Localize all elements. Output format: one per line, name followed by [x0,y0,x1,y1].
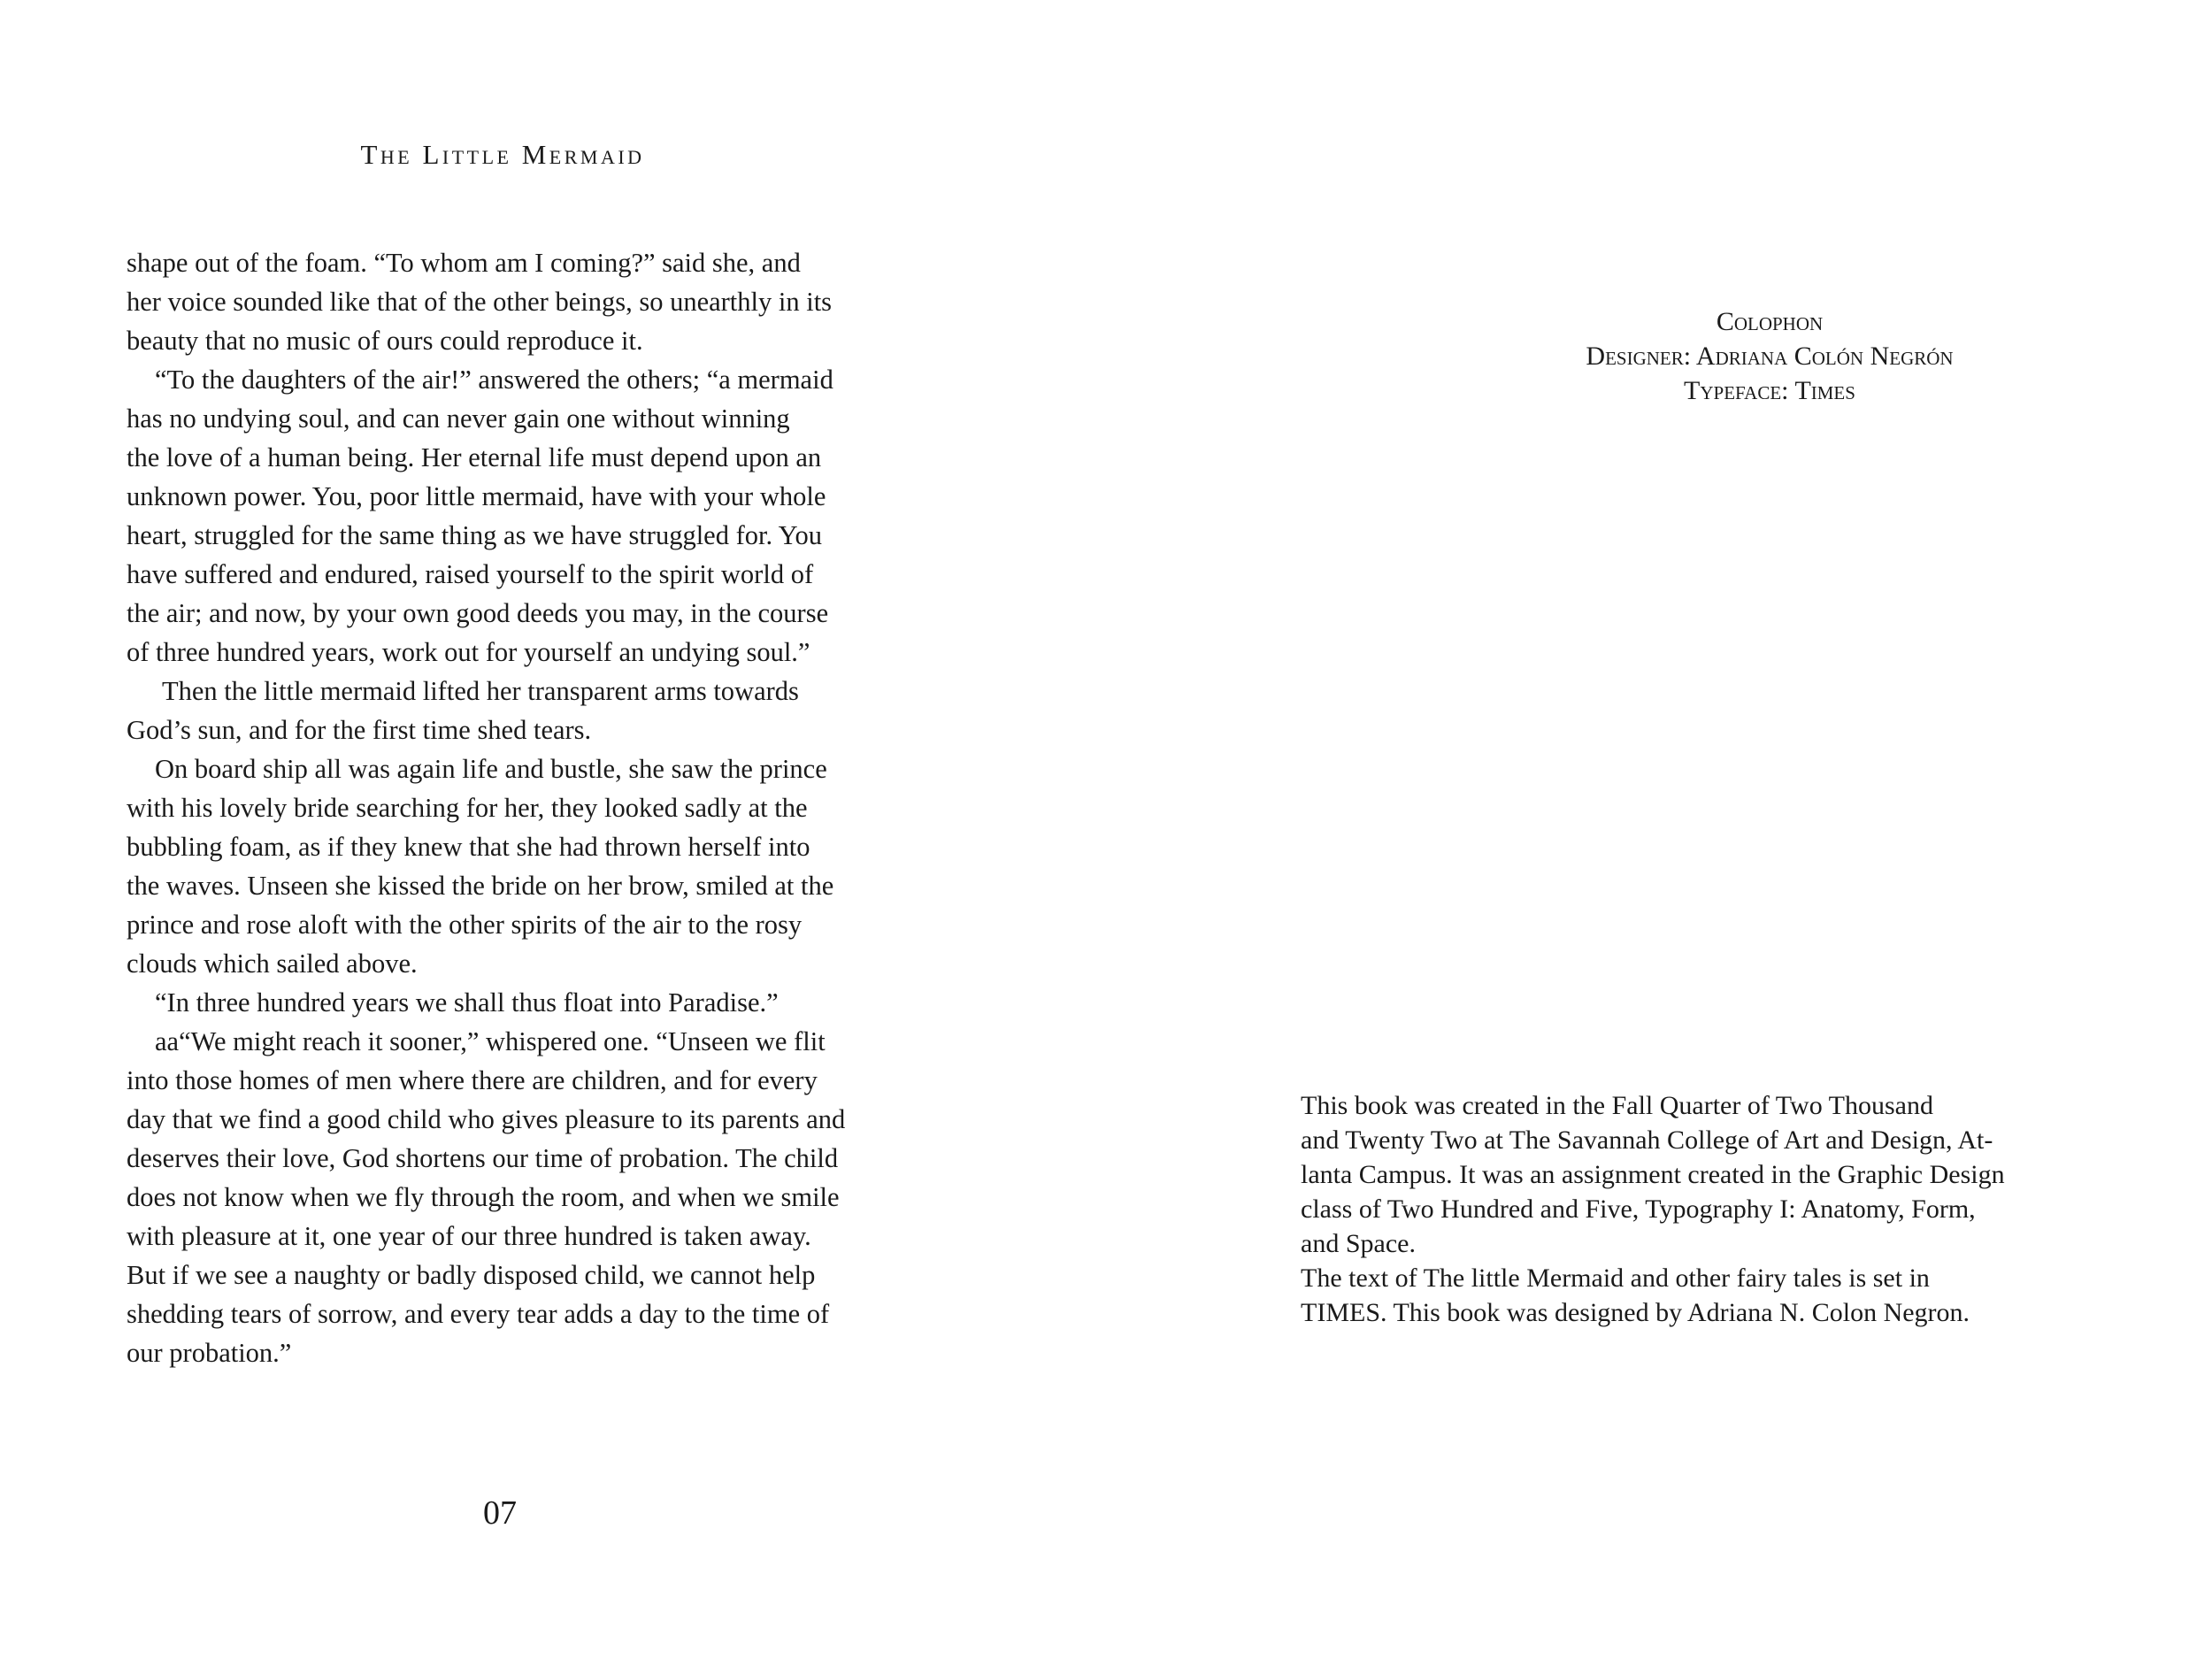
body-line: her voice sounded like that of the other beings, so unearthly in its [127,287,833,317]
colophon-statement-line: TIMES. This book was designed by Adriana N. Colon Negron. [1301,1298,1970,1327]
body-line: unknown power. You, poor little mermaid, have with your whole [127,481,826,511]
colophon-statement-line: and Space. [1301,1229,1416,1258]
body-line: the love of a human being. Her eternal life must depend upon an [127,442,822,472]
colophon-statement-line: class of Two Hundred and Five, Typography I: Anatomy, Form, [1301,1194,1976,1224]
body-line: the air; and now, by your own good deeds you may, in the course [127,598,829,628]
body-line: shape out of the foam. “To whom am I coming?” said she, and [127,248,801,278]
body-line: day that we find a good child who gives pleasure to its parents and [127,1104,846,1134]
body-line: into those homes of men where there are children, and for every [127,1065,818,1095]
body-line: shedding tears of sorrow, and every tear adds a day to the time of [127,1299,830,1329]
body-line: God’s sun, and for the first time shed tears. [127,715,592,745]
body-line: our probation.” [127,1338,292,1368]
colophon-statement-line: The text of The little Mermaid and other fairy tales is set in [1301,1263,1930,1293]
colophon-title: Colophon [1716,307,1824,336]
body-line: bubbling foam, as if they knew that she had thrown herself into [127,832,810,862]
running-head: The Little Mermaid [360,139,645,170]
body-line: beauty that no music of ours could reproduce it. [127,326,643,356]
body-line: Then the little mermaid lifted her transparent arms towards [162,676,799,706]
body-line: deserves their love, God shortens our time of probation. The child [127,1143,839,1173]
body-line: “To the daughters of the air!” answered the others; “a mermaid [155,365,833,395]
body-line: the waves. Unseen she kissed the bride on her brow, smiled at the [127,871,834,901]
body-line: have suffered and endured, raised yourself to the spirit world of [127,559,814,589]
colophon-statement [1301,1088,2097,1330]
page-number: 07 [483,1494,517,1532]
body-line: aa“We might reach it sooner,” whispered one. “Unseen we flit [155,1026,826,1056]
story-body-text [127,243,896,1372]
colophon-statement-line: and Twenty Two at The Savannah College of Art and Design, At- [1301,1125,1993,1155]
body-line: heart, struggled for the same thing as we have struggled for. You [127,520,823,550]
body-line: of three hundred years, work out for yourself an undying soul.” [127,637,810,667]
body-line: prince and rose aloft with the other spirits of the air to the rosy [127,910,803,940]
colophon-heading-block [1380,304,2159,408]
body-line: does not know when we fly through the room, and when we smile [127,1182,840,1212]
body-line: “In three hundred years we shall thus float into Paradise.” [155,987,779,1018]
body-line: with pleasure at it, one year of our three hundred is taken away. [127,1221,811,1251]
body-line: with his lovely bride searching for her, they looked sadly at the [127,793,808,823]
body-line: But if we see a naughty or badly disposed child, we cannot help [127,1260,816,1290]
right-page [1106,0,2212,1659]
body-line: has no undying soul, and can never gain one without winning [127,403,790,434]
body-line: On board ship all was again life and bustle, she saw the prince [155,754,827,784]
colophon-statement-line: lanta Campus. It was an assignment created in the Graphic Design [1301,1160,2005,1189]
colophon-statement-line: This book was created in the Fall Quarter of Two Thousand [1301,1091,1933,1120]
designer-credit: Designer: Adriana Colón Negrón [1586,342,1954,371]
typeface-credit: Typeface: Times [1684,376,1855,405]
body-line: clouds which sailed above. [127,949,418,979]
